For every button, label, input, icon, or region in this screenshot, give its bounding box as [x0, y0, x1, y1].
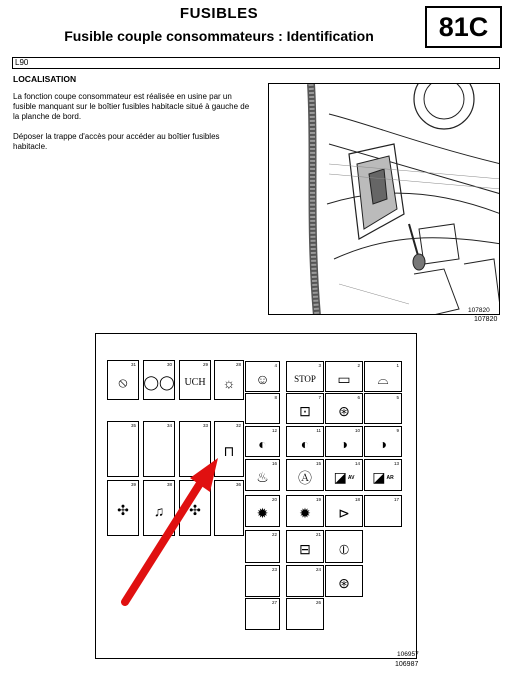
fuse-number: 26 [315, 600, 321, 605]
dashboard-icon-glyph: ▭ [337, 370, 351, 387]
photo-ref: 107820 [474, 316, 498, 323]
horn-icon-glyph: ⊳ [338, 505, 350, 521]
fuse-number: 2 [357, 363, 360, 368]
fuse-number: 24 [315, 567, 321, 572]
side-indicator-left-icon-glyph: ✹ [299, 505, 311, 521]
headlamp-main-right-icon-glyph: ◑ [339, 436, 349, 452]
chapter-number: 81C [425, 6, 502, 48]
headlamp-dipped-left-icon-glyph: ◐ [300, 436, 310, 452]
fuse-number: 4 [274, 363, 277, 368]
fuse-number: 8 [274, 395, 277, 400]
heated-seat-icon-glyph: ♨ [256, 469, 269, 485]
fuse-text: UCH [184, 377, 206, 388]
headlamp-dipped-right-icon-glyph: ◐ [258, 436, 267, 452]
hazard-icon-glyph: ⊛ [338, 402, 350, 419]
headlamp-main-left-icon-glyph: ◑ [378, 436, 388, 452]
fuse-number: 22 [271, 532, 277, 537]
fuse-number: 19 [315, 497, 321, 502]
fuse-number: 23 [271, 567, 277, 572]
interior-light-icon-glyph: ☼ [222, 374, 236, 391]
fog-lamp-icon-glyph: ⦸ [118, 374, 128, 390]
abs-icon-glyph: Ⓐ [298, 469, 312, 486]
arrow-shaft [125, 485, 199, 602]
page-subtitle: Fusible couple consommateurs : Identification [64, 28, 374, 44]
fuse-number: 5 [396, 395, 399, 400]
fuse-number: 15 [315, 461, 321, 466]
page-title: FUSIBLES [179, 5, 259, 22]
fuse-number: 30 [166, 362, 172, 367]
fuse-number: 10 [354, 428, 360, 433]
fuse-number: 11 [316, 428, 321, 433]
fuse-number: 33 [202, 423, 208, 428]
sidelight-icon-glyph: ◯◯ [143, 374, 175, 390]
fuse-number: 27 [271, 600, 277, 605]
front-window-icon-glyph: ◪ [333, 469, 347, 485]
fuse-number: 20 [271, 497, 277, 502]
section-title: LOCALISATION [13, 74, 77, 84]
fuse-number: 16 [271, 461, 277, 466]
radio-icon-glyph: ♫ [153, 502, 165, 519]
fuse-number: 32 [235, 423, 241, 428]
diagram-ref-small: 106957 [397, 651, 419, 658]
diagram-ref: 106987 [395, 661, 419, 668]
hazard-icon-glyph: ⊛ [338, 575, 350, 591]
fuse-number: 38 [166, 482, 172, 487]
airbag-icon-glyph: ☺ [255, 371, 270, 387]
fuse-label: AR [386, 474, 394, 481]
rear-fog-lamp-icon-glyph: ⦶ [338, 540, 350, 557]
side-indicator-right-icon-glyph: ✹ [256, 505, 269, 521]
fuse-number: 6 [357, 395, 360, 400]
paragraph-location: La fonction coupe consommateur est réalisée en usine par un fusible manquant sur le boîtier fusibles habitacle situé à gauche de la planche de bord. [13, 92, 250, 121]
heated-mirror-icon-glyph: ⊟ [299, 540, 311, 557]
fuse-number: 1 [396, 363, 399, 368]
fuse-number: 17 [393, 497, 399, 502]
wiper-icon-glyph: ⌓ [377, 370, 389, 387]
cigar-lighter-icon-glyph: ⊡ [299, 402, 311, 419]
vehicle-code: L90 [12, 57, 500, 69]
fan-icon-glyph: ✣ [189, 502, 201, 518]
fuse-number: 21 [315, 532, 321, 537]
fuse-number: 9 [396, 428, 399, 433]
fuse-number: 14 [354, 461, 360, 466]
fuse-number: 35 [130, 423, 136, 428]
photo-ref-small: 107820 [468, 307, 490, 314]
fuse-number: 39 [130, 482, 136, 487]
rear-demister-icon-glyph: ⊓ [223, 443, 235, 459]
paragraph-access: Déposer la trappe d'accès pour accéder au boîtier fusibles habitacle. [13, 132, 220, 151]
fuse-number: 13 [393, 461, 399, 466]
fuse-number: 3 [318, 363, 321, 368]
fuse-number: 12 [271, 428, 277, 433]
fuse-number: 18 [354, 497, 360, 502]
fan-icon-glyph: ✣ [117, 502, 129, 518]
fuse-number: 7 [318, 395, 321, 400]
fuse-number: 29 [202, 362, 208, 367]
fuse-number: 28 [235, 362, 241, 367]
fuse-number: 36 [235, 482, 241, 487]
rear-window-icon-glyph: ◪ [372, 469, 386, 485]
fuse-number: 34 [166, 423, 172, 428]
fuse-text: STOP [294, 374, 316, 384]
fuse-label: AV [347, 474, 355, 481]
fuse-number: 31 [130, 362, 136, 367]
